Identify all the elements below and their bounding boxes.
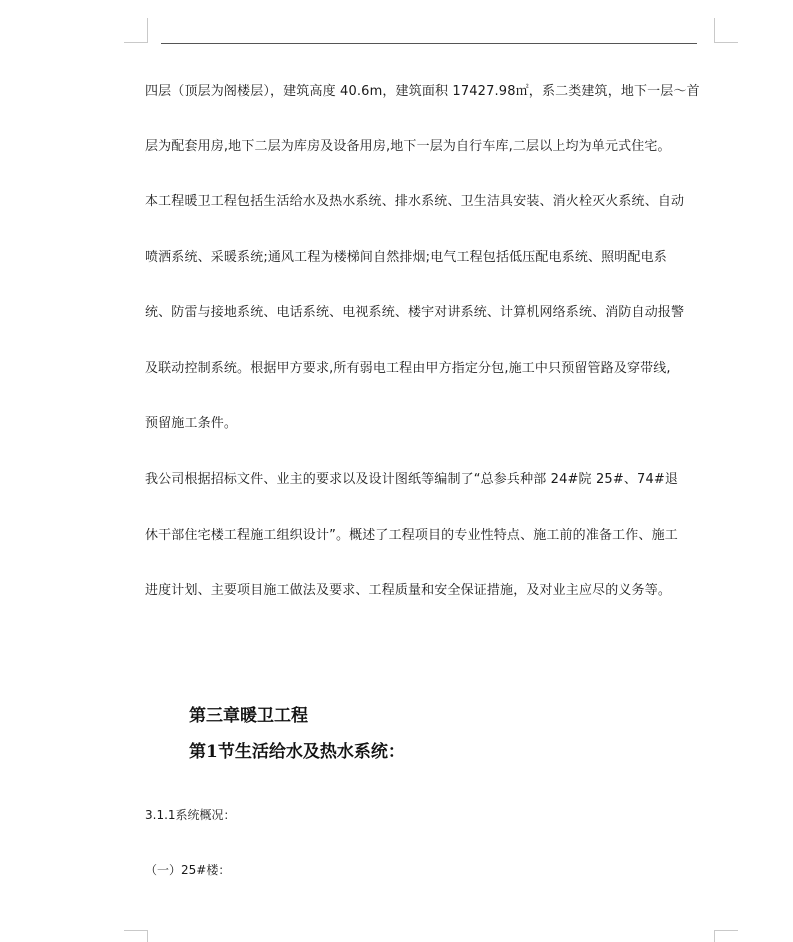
paragraph-line: 休干部住宅楼工程施工组织设计”。概述了工程项目的专业性特点、施工前的准备工作、施工 bbox=[145, 528, 678, 543]
crop-mark-top-right bbox=[714, 18, 715, 43]
paragraph-line: 我公司根据招标文件、业主的要求以及设计图纸等编制了“总参兵种部 24#院 25#、74#退 bbox=[145, 472, 679, 487]
header-rule bbox=[161, 43, 697, 44]
paragraph-line: 四层（顶层为阁楼层），建筑高度 40.6m，建筑面积 17427.98㎡，系二类建筑，地下一层～首 bbox=[145, 84, 700, 99]
section-heading: 第1节生活给水及热水系统： bbox=[189, 742, 405, 762]
paragraph-line: 及联动控制系统。根据甲方要求,所有弱电工程由甲方指定分包,施工中只预留管路及穿带线, bbox=[145, 361, 671, 376]
chapter-heading: 第三章暖卫工程 bbox=[189, 706, 308, 726]
crop-mark-bottom-left bbox=[147, 930, 148, 942]
paragraph-line: 喷洒系统、采暖系统;通风工程为楼梯间自然排烟;电气工程包括低压配电系统、照明配电系 bbox=[145, 250, 667, 265]
subsection-heading: 3.1.1系统概况： bbox=[145, 808, 236, 822]
crop-mark-bottom-left bbox=[124, 930, 148, 931]
crop-mark-top-left bbox=[147, 18, 148, 43]
paragraph-line: 预留施工条件。 bbox=[145, 416, 238, 431]
paragraph-line: 层为配套用房,地下二层为库房及设备用房,地下一层为自行车库,二层以上均为单元式住宅。 bbox=[145, 139, 671, 154]
crop-mark-bottom-right bbox=[714, 930, 715, 942]
crop-mark-top-left bbox=[124, 42, 148, 43]
paragraph-line: 统、防雷与接地系统、电话系统、电视系统、楼宇对讲系统、计算机网络系统、消防自动报警 bbox=[145, 305, 685, 320]
paragraph-line: 本工程暖卫工程包括生活给水及热水系统、排水系统、卫生洁具安装、消火栓灭火系统、自动 bbox=[145, 194, 685, 209]
list-item: （一）25#楼： bbox=[145, 863, 231, 877]
crop-mark-top-right bbox=[714, 42, 738, 43]
crop-mark-bottom-right bbox=[714, 930, 738, 931]
paragraph-line: 进度计划、主要项目施工做法及要求、工程质量和安全保证措施，及对业主应尽的义务等。 bbox=[145, 583, 672, 598]
